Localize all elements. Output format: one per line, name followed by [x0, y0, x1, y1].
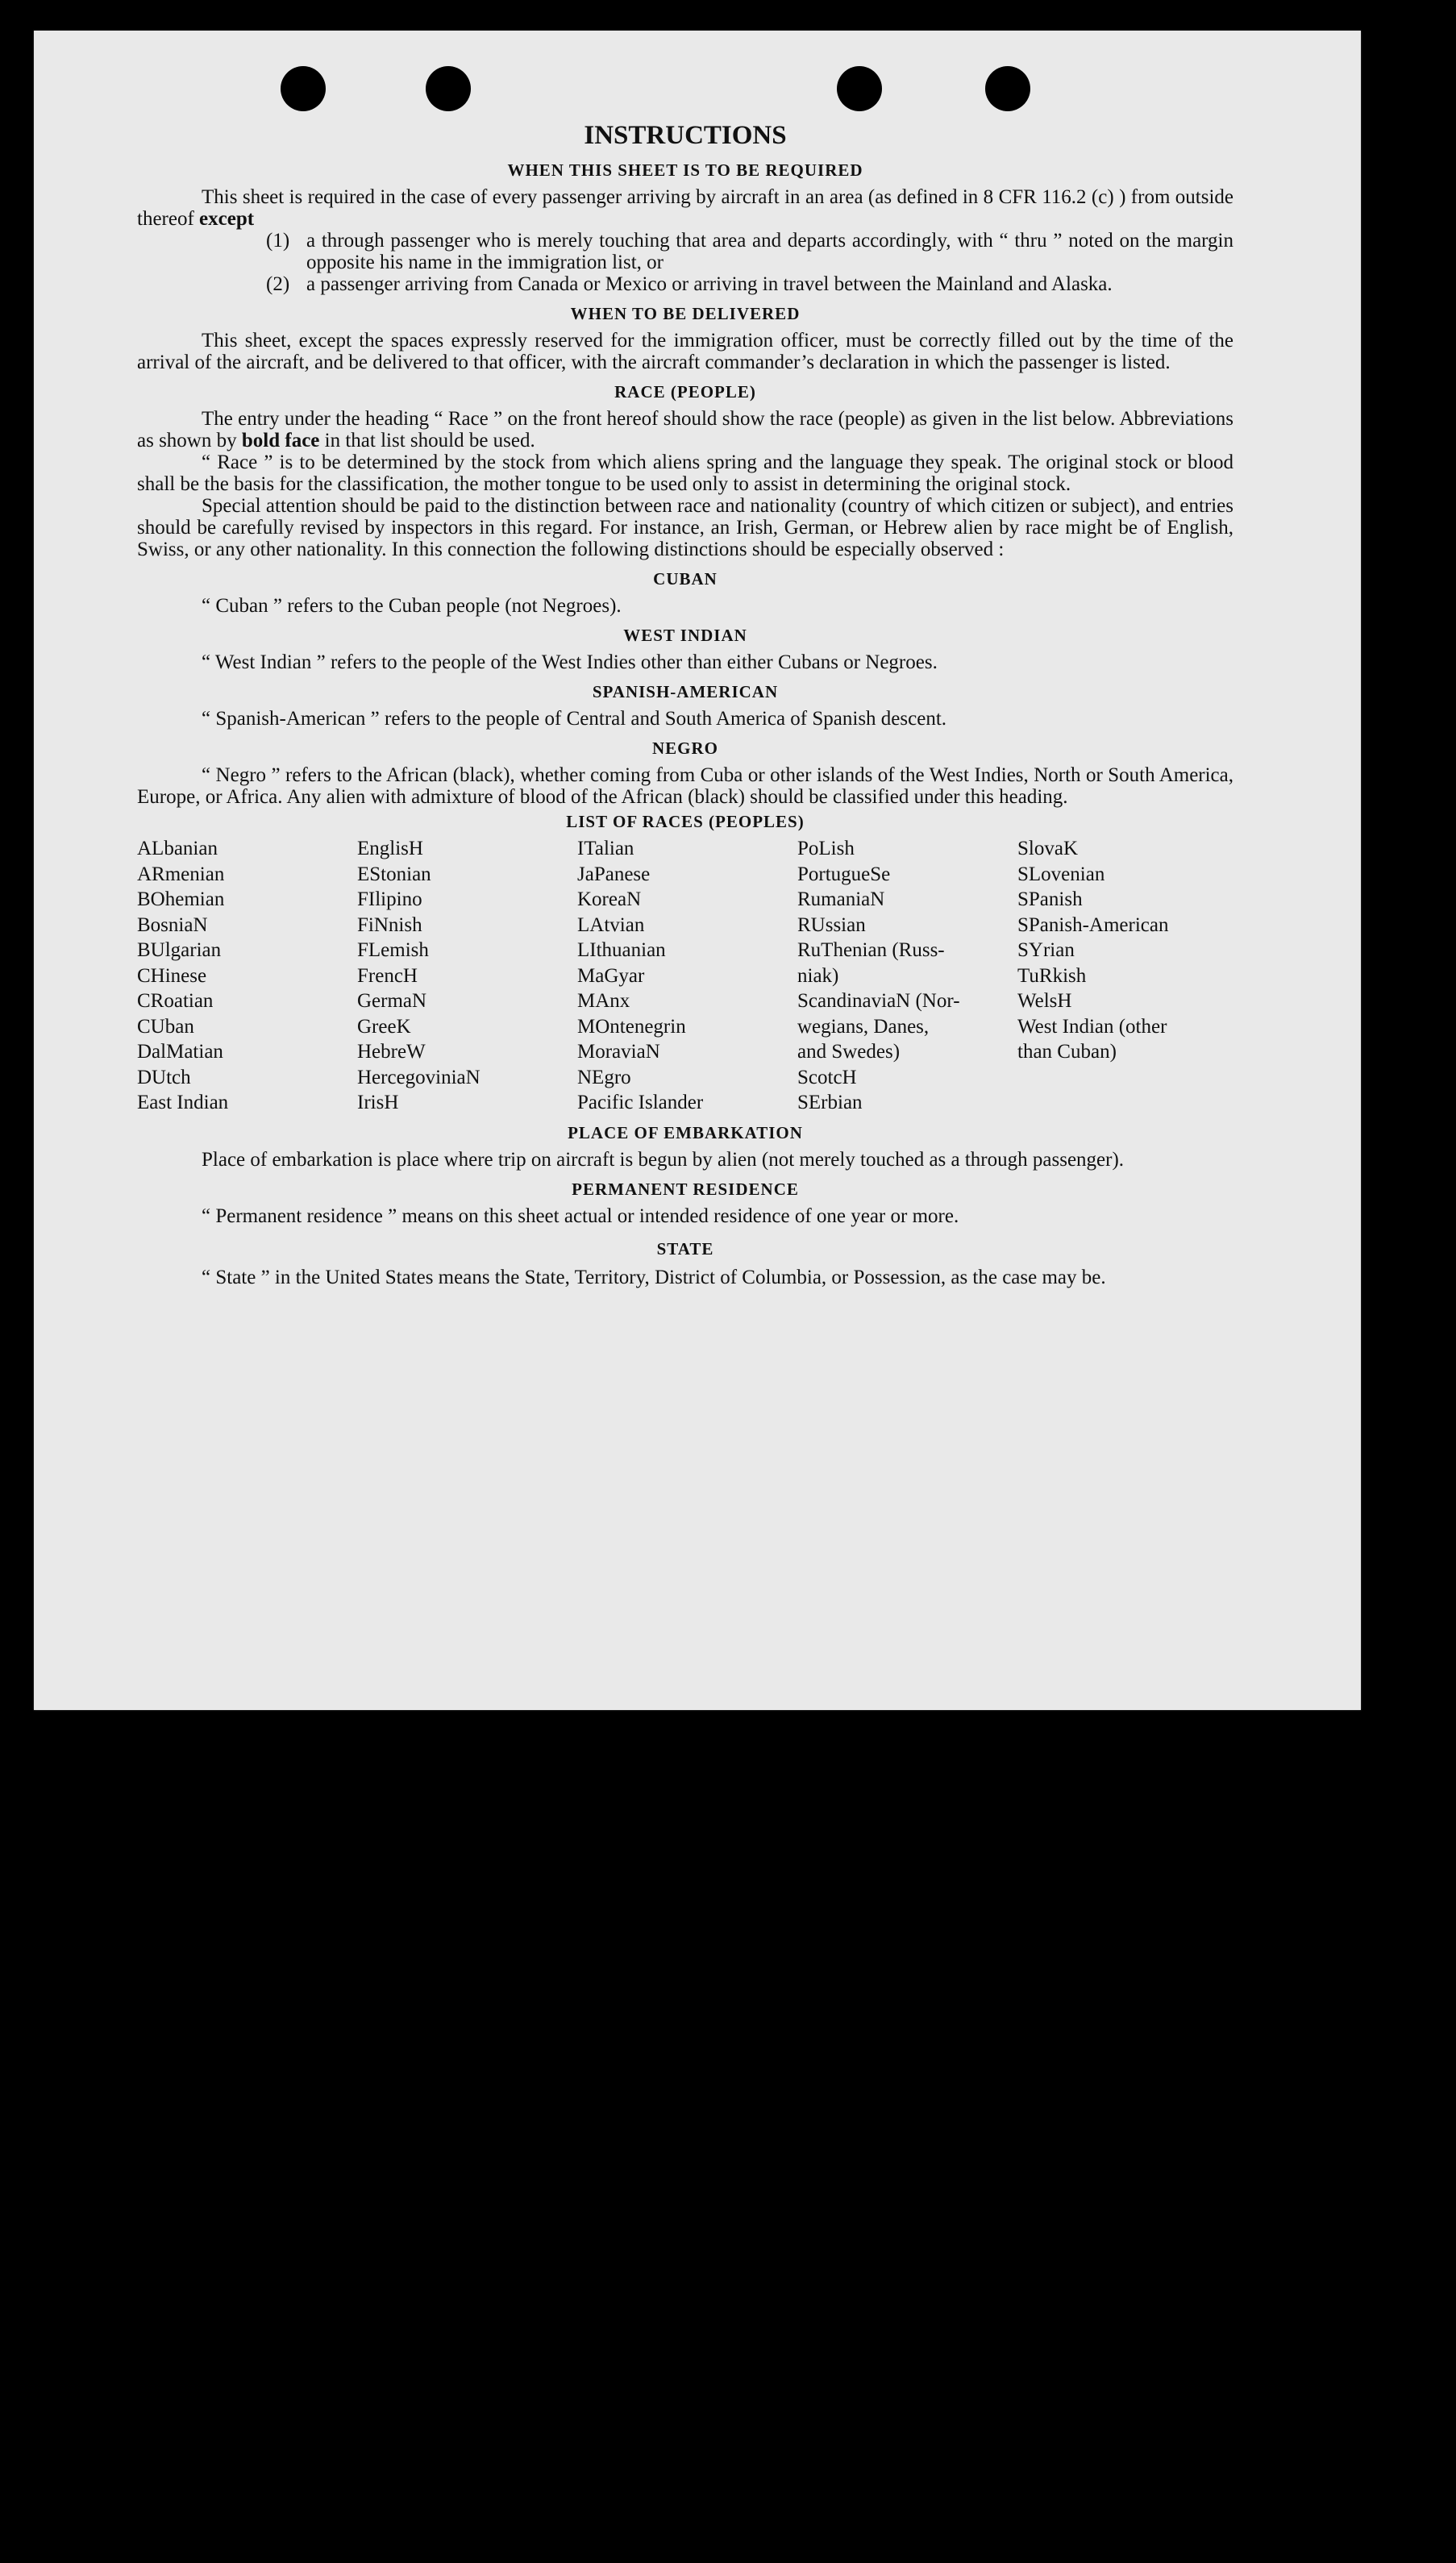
- race-entry: HebreW: [357, 1041, 426, 1063]
- race-entry: West Indian (other than Cuban): [1017, 1015, 1167, 1063]
- paragraph-state: “ State ” in the United States means the State, Territory, District of Columbia, or Possession, as the case may be.: [202, 1266, 1106, 1288]
- section-heading-required: WHEN THIS SHEET IS TO BE REQUIRED: [507, 160, 863, 180]
- race-entry: BUlgarian: [137, 939, 222, 961]
- race-entry: RuThenian (Russ- niak): [797, 939, 945, 987]
- races-column-4: [797, 836, 1017, 1116]
- races-column-1: [137, 836, 357, 1116]
- section-heading-race: RACE (PEOPLE): [614, 382, 756, 402]
- race-entry: KoreaN: [577, 888, 642, 910]
- race-entry: FLemish: [357, 939, 429, 961]
- list-item-1: (1) a through passenger who is merely touching that area and departs accordingly, with “ thru ” noted on the margin opposite his name in the immigration list, or: [266, 230, 1233, 273]
- race-entry: SPanish: [1017, 888, 1083, 910]
- page-title: INSTRUCTIONS: [584, 121, 787, 150]
- section-heading-permanent-residence: PERMANENT RESIDENCE: [572, 1179, 799, 1199]
- paragraph-delivered: This sheet, except the spaces expressly reserved for the immigration officer, must be correctly filled out by the time of the arrival of the aircraft, and be delivered to that officer, with the aircraft commander’s declaration in which the passenger is listed.: [137, 330, 1233, 373]
- race-entry: DalMatian: [137, 1041, 223, 1063]
- race-entry: SPanish-American: [1017, 913, 1169, 936]
- race-entry: CHinese: [137, 964, 207, 987]
- race-entry: TuRkish: [1017, 964, 1087, 987]
- race-entry: SYrian: [1017, 939, 1075, 961]
- race-entry: EnglisH: [357, 838, 423, 859]
- race-entry: PoLish: [797, 838, 855, 859]
- race-entry: SlovaK: [1017, 838, 1078, 859]
- race-entry: JaPanese: [577, 863, 651, 885]
- race-entry: FiNnish: [357, 913, 422, 936]
- section-heading-cuban: CUBAN: [653, 569, 718, 589]
- section-heading-spanish-american: SPANISH-AMERICAN: [592, 682, 779, 701]
- paragraph-race-2: “ Race ” is to be determined by the stock from which aliens spring and the language they speak. The original stock or blood shall be the basis for the classification, the mother tongue to be used only to assist in determining the original stock.: [137, 451, 1233, 495]
- race-entry: HercegoviniaN: [357, 1066, 480, 1088]
- paragraph-negro: “ Negro ” refers to the African (black), whether coming from Cuba or other islands of the West Indies, North or South America, Europe, or Africa. Any alien with admixture of blood of the African (black) should be classified under this heading.: [137, 764, 1233, 808]
- race-entry: NEgro: [577, 1066, 631, 1088]
- race-entry: SErbian: [797, 1092, 863, 1113]
- race-entry: LIthuanian: [577, 939, 666, 961]
- paragraph-race-3: Special attention should be paid to the distinction between race and nationality (country of which citizen or subject), and entries should be carefully revised by inspectors in this regard. For instance, an Irish, German, or Hebrew alien by race might be of English, Swiss, or any other nationality. In this connection the following distinctions should be especially observed :: [137, 495, 1233, 560]
- paragraph-required: This sheet is required in the case of every passenger arriving by aircraft in an area (as defined in 8 CFR 116.2 (c) ) from outside thereof except: [137, 186, 1233, 230]
- race-entry: CUban: [137, 1015, 194, 1038]
- race-entry: BosniaN: [137, 913, 208, 936]
- races-column-2: [357, 836, 577, 1116]
- race-entry: EStonian: [357, 863, 431, 885]
- race-entry: MaGyar: [577, 964, 645, 987]
- section-heading-negro: NEGRO: [651, 739, 718, 758]
- race-entry: Pacific Islander: [577, 1092, 704, 1113]
- race-entry: FrencH: [357, 964, 418, 987]
- punch-hole: [426, 66, 471, 111]
- race-entry: RumaniaN: [797, 888, 885, 910]
- section-heading-west-indian: WEST INDIAN: [623, 626, 747, 645]
- paragraph-embarkation: Place of embarkation is place where trip on aircraft is begun by alien (not merely touched as a through passenger).: [202, 1148, 1125, 1171]
- paragraph-spanish-american: “ Spanish-American ” refers to the people of Central and South America of Spanish descent.: [202, 708, 947, 730]
- race-entry: ARmenian: [137, 863, 225, 885]
- race-entry: ScotcH: [797, 1066, 857, 1088]
- punch-hole: [985, 66, 1030, 111]
- punch-hole: [837, 66, 882, 111]
- race-entry: RUssian: [797, 913, 866, 936]
- list-item-2: (2) a passenger arriving from Canada or Mexico or arriving in travel between the Mainland and Alaska.: [266, 273, 1113, 295]
- race-entry: PortugueSe: [797, 863, 891, 885]
- race-entry: IrisH: [357, 1092, 399, 1113]
- race-entry: East Indian: [137, 1092, 229, 1113]
- race-entry: FIlipino: [357, 888, 422, 910]
- races-column-5: [1017, 836, 1238, 1116]
- punch-hole: [281, 66, 326, 111]
- paragraph-cuban: “ Cuban ” refers to the Cuban people (not Negroes).: [202, 595, 622, 617]
- race-entry: MOntenegrin: [577, 1015, 686, 1038]
- race-entry: MAnx: [577, 990, 630, 1012]
- race-entry: GermaN: [357, 990, 427, 1012]
- race-entry: SLovenian: [1017, 863, 1105, 885]
- races-table: [137, 836, 1233, 1116]
- races-column-3: [577, 836, 797, 1116]
- section-heading-state: STATE: [656, 1238, 714, 1259]
- paragraph-race-1: The entry under the heading “ Race ” on the front hereof should show the race (people) as given in the list below. Abbreviations as shown by bold face in that list should be used.: [137, 408, 1233, 451]
- paragraph-permanent-residence: “ Permanent residence ” means on this sheet actual or intended residence of one year or more.: [202, 1205, 959, 1227]
- race-entry: MoraviaN: [577, 1041, 660, 1063]
- race-entry: ITalian: [577, 838, 634, 859]
- race-entry: ALbanian: [137, 838, 218, 859]
- race-entry: LAtvian: [577, 913, 645, 936]
- race-entry: BOhemian: [137, 888, 225, 910]
- race-entry: CRoatian: [137, 990, 214, 1012]
- section-heading-list-of-races: LIST OF RACES (PEOPLES): [566, 812, 805, 831]
- instructions-content: [137, 119, 1233, 1288]
- section-heading-delivered: WHEN TO BE DELIVERED: [570, 304, 801, 323]
- paragraph-west-indian: “ West Indian ” refers to the people of the West Indies other than either Cubans or Negroes.: [202, 651, 938, 673]
- race-entry: ScandinaviaN (Nor- wegians, Danes, and Swedes): [797, 990, 960, 1063]
- section-heading-embarkation: PLACE OF EMBARKATION: [568, 1122, 803, 1142]
- race-entry: GreeK: [357, 1015, 411, 1038]
- race-entry: DUtch: [137, 1066, 191, 1088]
- race-entry: WelsH: [1017, 990, 1072, 1012]
